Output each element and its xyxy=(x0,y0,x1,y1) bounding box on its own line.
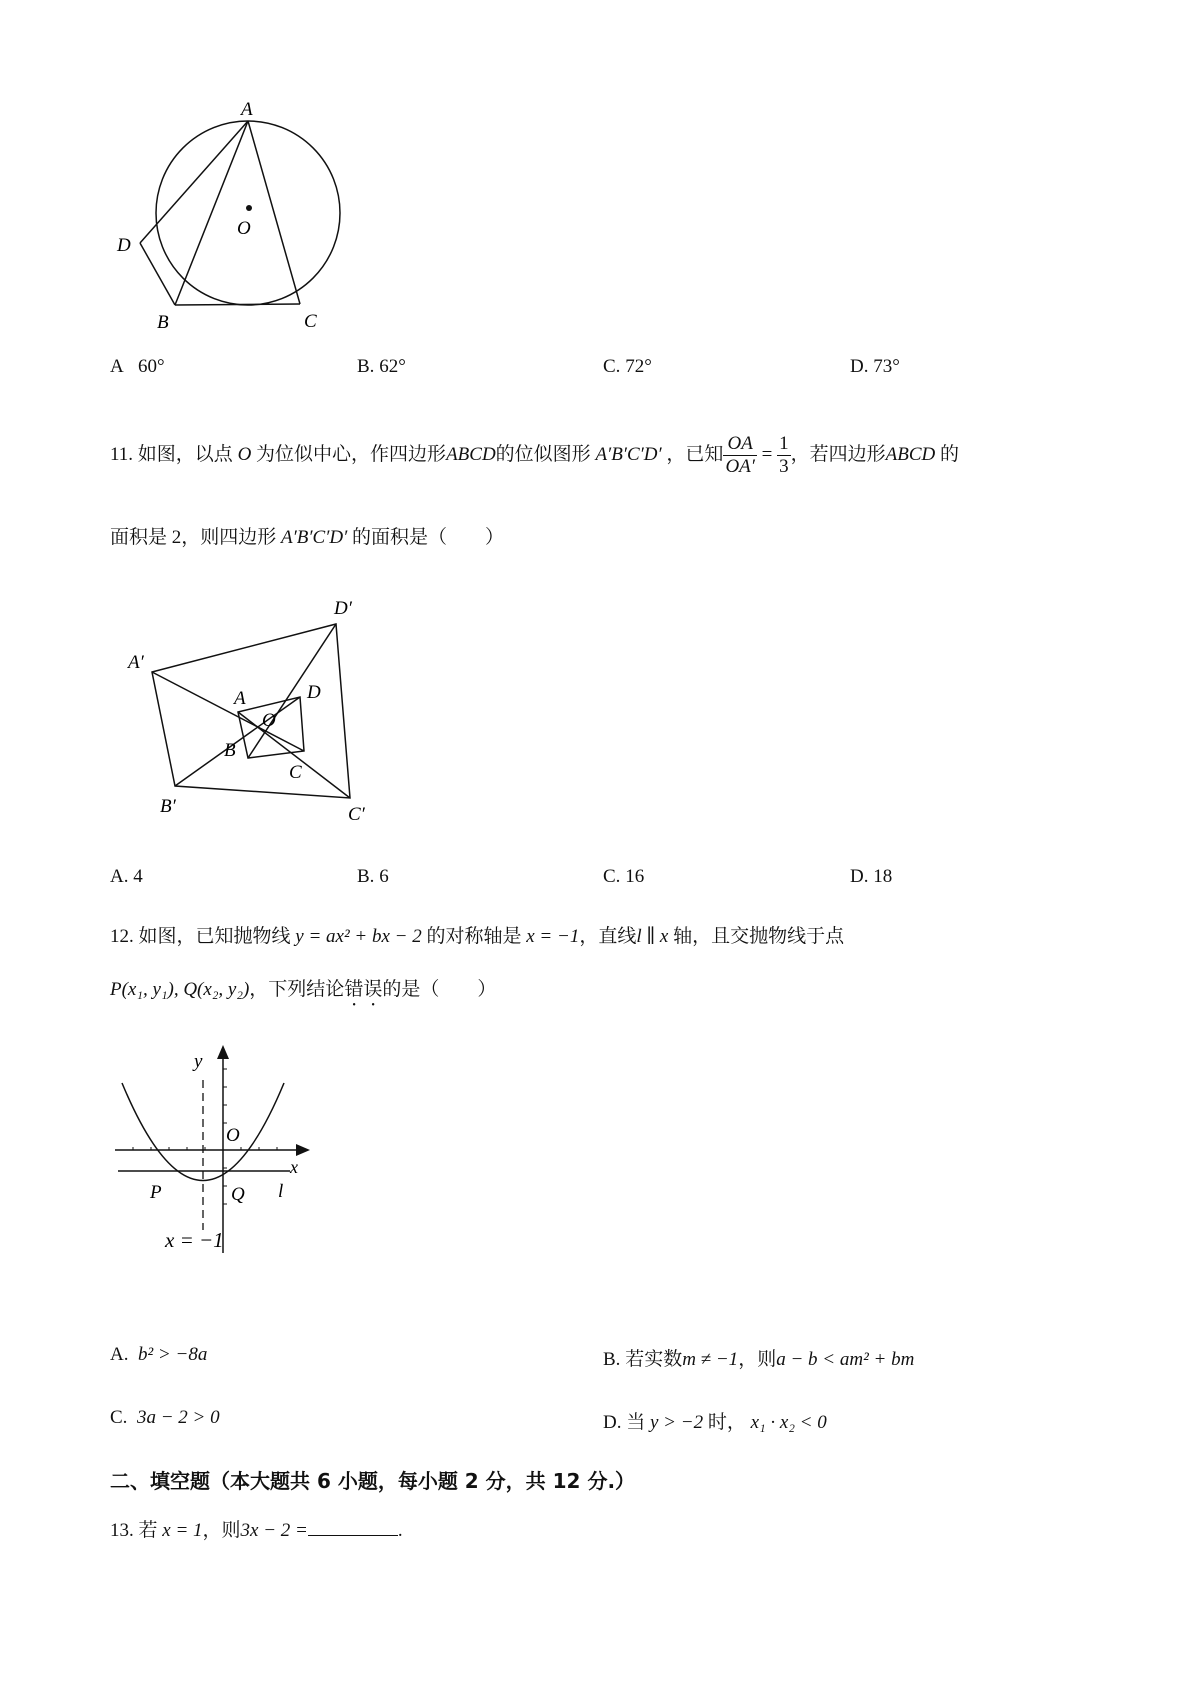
q12-stem-line1 xyxy=(110,921,844,948)
option-letter: B. xyxy=(357,866,375,887)
stem-text: ，若四边形 xyxy=(790,444,886,465)
q11-label-d1: D′ xyxy=(334,598,352,619)
q10-option-b[interactable] xyxy=(357,356,406,378)
q12-label-y: y xyxy=(194,1051,203,1072)
stem-text: ，下列结论 xyxy=(249,979,345,1000)
q11-label-a1: A′ xyxy=(128,652,144,673)
stem-text: ，已知 xyxy=(666,444,724,465)
q12-label-x: x xyxy=(290,1157,298,1177)
stem-text: 面积是 2，则四边形 xyxy=(110,527,277,548)
option-letter: D. xyxy=(850,356,869,377)
math-condition: x = 1 xyxy=(162,1520,203,1541)
q12-option-d[interactable] xyxy=(603,1407,827,1434)
emphasis-text: 错误 xyxy=(344,979,383,1000)
option-letter: D. xyxy=(603,1412,622,1433)
q11-label-b: B xyxy=(224,740,236,761)
math-axis: x = −1 xyxy=(526,926,580,947)
option-letter: B. xyxy=(603,1349,621,1370)
math-function: y = ax² + bx − 2 xyxy=(295,926,422,947)
option-value: 16 xyxy=(625,866,645,887)
q10-label-b: B xyxy=(157,312,169,330)
option-letter: D. xyxy=(850,866,869,887)
option-text: 时， xyxy=(707,1412,746,1433)
math-abcd: ABCD xyxy=(446,444,496,465)
q12-label-o: O xyxy=(226,1125,240,1146)
q12-option-c[interactable] xyxy=(110,1407,220,1429)
q12-label-l: l xyxy=(278,1181,284,1202)
ratio-fraction xyxy=(723,433,756,478)
q12-y-arrow xyxy=(217,1045,229,1059)
stem-text: 的位似图形 xyxy=(495,444,591,465)
q11-label-a: A xyxy=(234,688,246,709)
option-letter: A. xyxy=(110,1344,129,1365)
fraction-denominator: 3 xyxy=(779,456,789,478)
math-points: P(x₁, y₁), Q(x₂, y₂) xyxy=(110,979,250,1000)
option-value: 60° xyxy=(137,356,165,377)
stem-text: 轴，且交抛物线于点 xyxy=(673,926,845,947)
stem-text: 为位似中心，作四边形 xyxy=(256,444,447,465)
math-abcd: ABCD xyxy=(885,444,936,465)
question-number: 13. xyxy=(110,1520,134,1541)
math-point-o: O xyxy=(237,444,252,465)
option-text: 当 xyxy=(626,1412,646,1433)
q11-label-b1: B′ xyxy=(160,796,176,817)
q12-stem-line2 xyxy=(110,974,496,1011)
q10-center-dot xyxy=(246,205,252,211)
fraction-denominator: OA′ xyxy=(725,456,755,478)
q10-segment-bc xyxy=(175,304,300,305)
q12-option-b[interactable] xyxy=(603,1344,914,1371)
q11-homothety-figure xyxy=(110,590,400,820)
q12-label-axis: x = −1 xyxy=(165,1228,224,1252)
stem-text: 如图，以点 xyxy=(137,444,233,465)
option-letter: A. xyxy=(110,866,129,887)
q11-line-c1a xyxy=(238,712,350,798)
q11-label-c1: C′ xyxy=(348,804,365,820)
section-2-title: 二、填空题（本大题共 6 小题，每小题 2 分，共 12 分.） xyxy=(110,1469,636,1493)
option-condition: y > −2 xyxy=(650,1412,704,1433)
q11-option-a[interactable] xyxy=(110,866,143,888)
stem-text: 若 xyxy=(138,1520,158,1541)
math-abcd-prime: A′B′C′D′ xyxy=(595,444,662,465)
q13-stem xyxy=(110,1515,403,1542)
q11-label-d: D xyxy=(307,682,321,703)
option-value: 62° xyxy=(379,356,406,377)
q11-stem-line1 xyxy=(110,428,959,482)
q11-line-b1d xyxy=(175,697,300,786)
option-value: x₁ · x₂ < 0 xyxy=(750,1412,827,1433)
q10-option-c[interactable] xyxy=(603,356,652,378)
q10-segment-ab xyxy=(175,121,248,305)
option-value: 73° xyxy=(873,356,900,377)
q11-option-d[interactable] xyxy=(850,866,892,888)
math-expression: 3x − 2 = xyxy=(240,1520,308,1541)
option-letter: C. xyxy=(603,866,621,887)
stem-text: . xyxy=(397,1520,403,1541)
q12-label-p: P xyxy=(150,1182,162,1203)
option-value: 3a − 2 > 0 xyxy=(136,1407,220,1428)
fraction-numerator: 1 xyxy=(779,433,789,455)
option-value: 4 xyxy=(133,866,143,887)
question-number: 12. xyxy=(110,926,134,947)
q10-option-d[interactable] xyxy=(850,356,900,378)
fraction-numerator: OA xyxy=(723,433,756,456)
q10-label-o: O xyxy=(237,218,251,239)
option-condition: m ≠ −1 xyxy=(682,1349,739,1370)
q11-quad-outer xyxy=(152,624,350,798)
option-value: a − b < am² + bm xyxy=(776,1349,915,1370)
q12-label-q: Q xyxy=(231,1184,245,1205)
stem-text: ，则 xyxy=(202,1520,241,1541)
q12-option-a[interactable] xyxy=(110,1344,207,1366)
option-value: 6 xyxy=(379,866,389,887)
math-line-l: l ∥ x xyxy=(636,926,669,947)
option-text: 若实数 xyxy=(625,1349,683,1370)
q10-segment-ac xyxy=(248,121,300,304)
q11-stem-line2 xyxy=(110,522,504,549)
value-fraction xyxy=(777,433,791,478)
q10-label-d: D xyxy=(117,235,131,256)
stem-text: 的面积是（ ） xyxy=(352,527,505,548)
q10-circle xyxy=(156,121,340,305)
option-value: b² > −8a xyxy=(137,1344,208,1365)
stem-text: ，直线 xyxy=(579,926,637,947)
q10-circle-figure xyxy=(100,90,360,330)
equals-sign: = xyxy=(761,444,773,465)
option-letter: A xyxy=(110,356,124,377)
question-number: 11. xyxy=(110,444,134,465)
q12-parabola-figure xyxy=(110,1035,320,1260)
stem-text: 的对称轴是 xyxy=(426,926,522,947)
q10-option-a[interactable] xyxy=(110,356,165,378)
option-letter: C. xyxy=(603,356,621,377)
q12-x-arrow xyxy=(296,1144,310,1156)
q10-segment-db xyxy=(140,243,175,305)
stem-text: 如图，已知抛物线 xyxy=(138,926,291,947)
answer-blank[interactable] xyxy=(308,1519,398,1536)
q10-label-c: C xyxy=(304,311,317,330)
q11-label-c: C xyxy=(289,762,302,783)
stem-text: 的 xyxy=(940,444,960,465)
q11-label-o: O xyxy=(262,710,276,731)
option-text: ，则 xyxy=(738,1349,777,1370)
q10-label-a: A xyxy=(241,99,253,120)
option-value: 18 xyxy=(873,866,893,887)
option-letter: B. xyxy=(357,356,375,377)
math-abcd-prime: A′B′C′D′ xyxy=(281,527,348,548)
q11-option-b[interactable] xyxy=(357,866,389,888)
option-value: 72° xyxy=(625,356,652,377)
option-letter: C. xyxy=(110,1407,128,1428)
stem-text: 的是（ ） xyxy=(382,979,497,1000)
q11-option-c[interactable] xyxy=(603,866,644,888)
